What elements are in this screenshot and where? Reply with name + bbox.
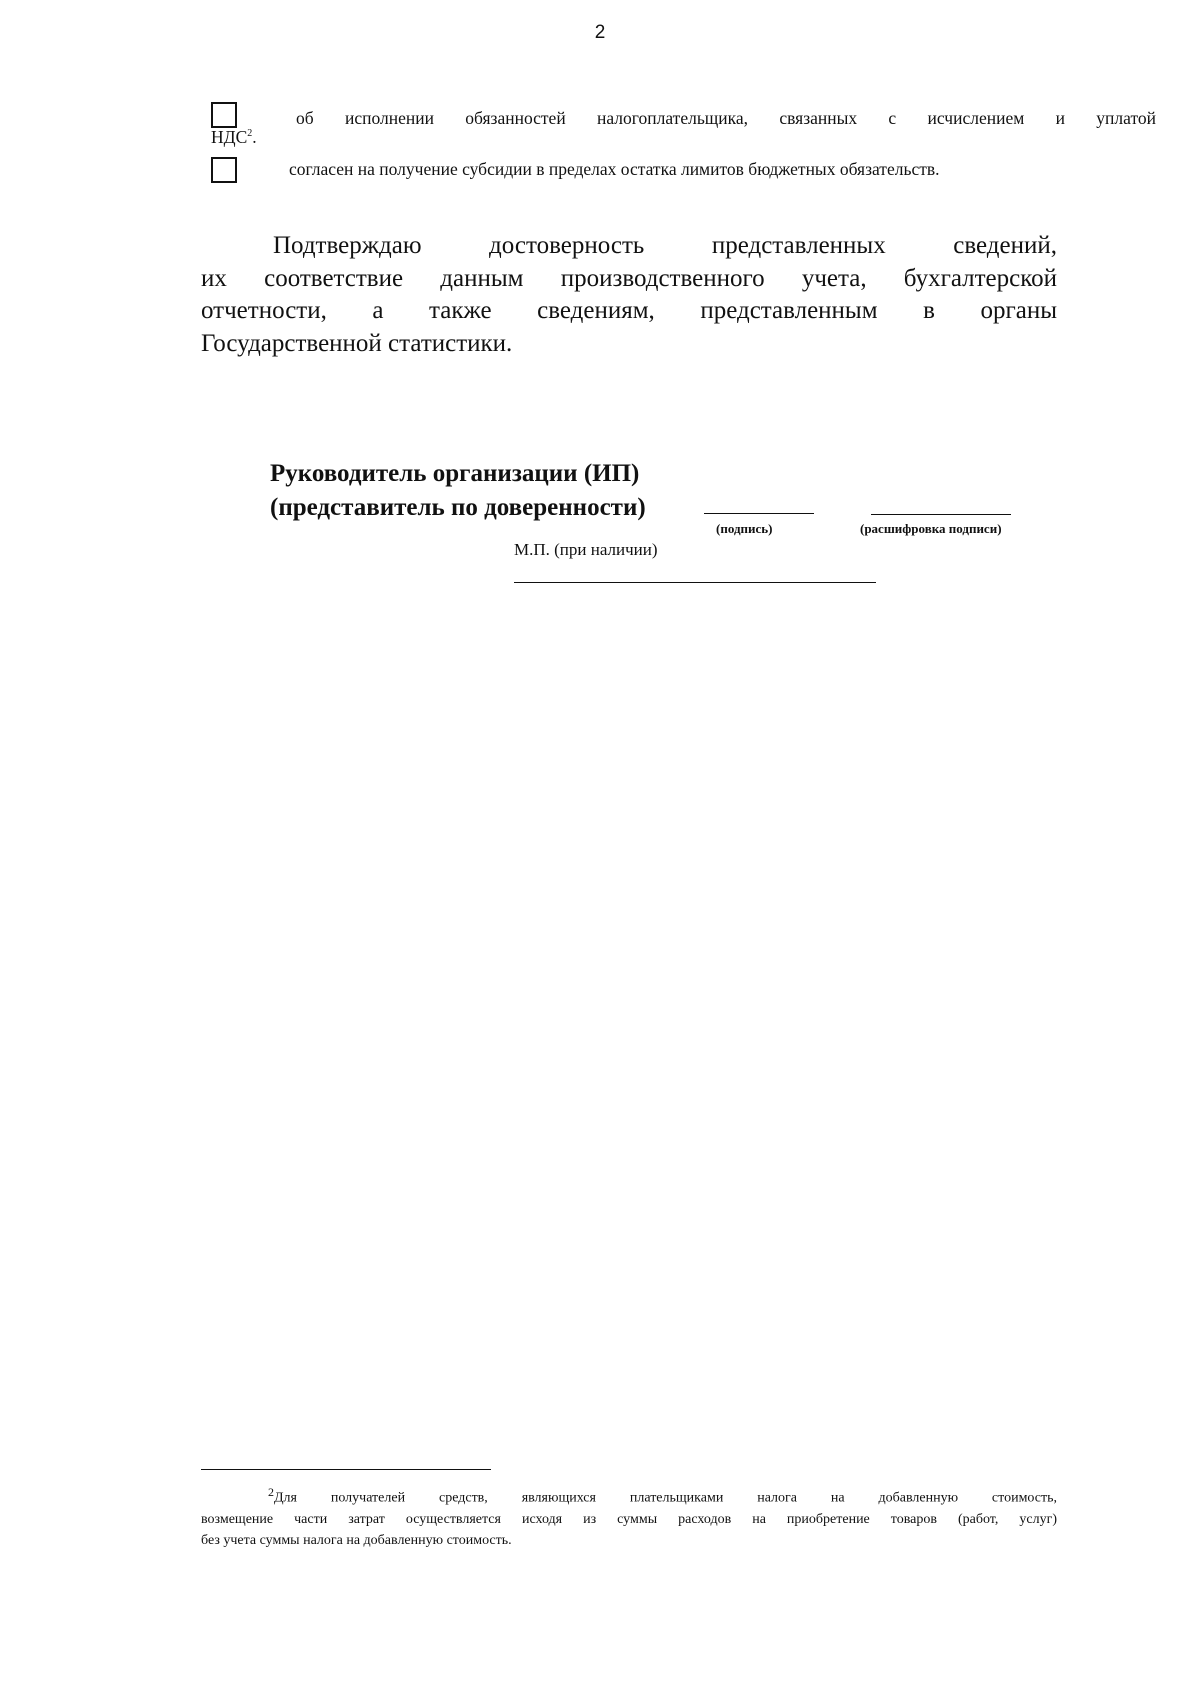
vat-obligations-label: об исполнении обязанностей налогоплательщика, связанных с исчислением и уплатой (296, 108, 1156, 128)
subsidy-consent-checkbox[interactable] (211, 157, 237, 183)
vat-label (211, 127, 257, 148)
footnote (201, 1482, 1057, 1551)
stamp-label: М.П. (при наличии) (514, 540, 658, 559)
signatory-title-line1: Руководитель организации (ИП) (270, 460, 640, 487)
footnote-separator (201, 1469, 491, 1470)
subsidy-consent-label: согласен на получение субсидии в пределах остатка лимитов бюджетных обязательств. (289, 159, 940, 179)
confirmation-line: их соответствие данным производственного учета, бухгалтерской (201, 264, 1057, 292)
confirmation-line: Подтверждаю достоверность представленных сведений, (273, 232, 1057, 259)
signature-caption: (подпись) (716, 521, 773, 536)
vat-abbr: НДС (211, 127, 248, 147)
footnote-line: возмещение части затрат осуществляется исходя из суммы расходов на приобретение товаров (работ, услуг) (201, 1511, 1057, 1527)
signature-line[interactable] (704, 513, 814, 514)
footnote-line: без учета суммы налога на добавленную стоимость. (201, 1532, 512, 1548)
confirmation-paragraph (201, 230, 1057, 360)
vat-trailing: . (252, 127, 257, 147)
confirmation-line: Государственной статистики. (201, 329, 513, 357)
confirmation-line: отчетности, а также сведениям, представленным в органы (201, 297, 1057, 324)
page-number: 2 (594, 22, 606, 43)
footnote-ref: 2 (247, 128, 253, 140)
vat-obligations-checkbox[interactable] (211, 102, 237, 128)
signatory-title-line2: (представитель по доверенности) (270, 494, 646, 521)
stamp-line (514, 582, 876, 583)
footnote-marker: 2 (268, 1485, 274, 1499)
transcript-caption: (расшифровка подписи) (860, 521, 1002, 536)
signature-transcript-line[interactable] (871, 514, 1011, 515)
footnote-line: $^2$Для получателей средств, являющихся плательщиками налога на добавленную стоимость, (268, 1485, 1057, 1506)
signatory-title (270, 457, 646, 525)
